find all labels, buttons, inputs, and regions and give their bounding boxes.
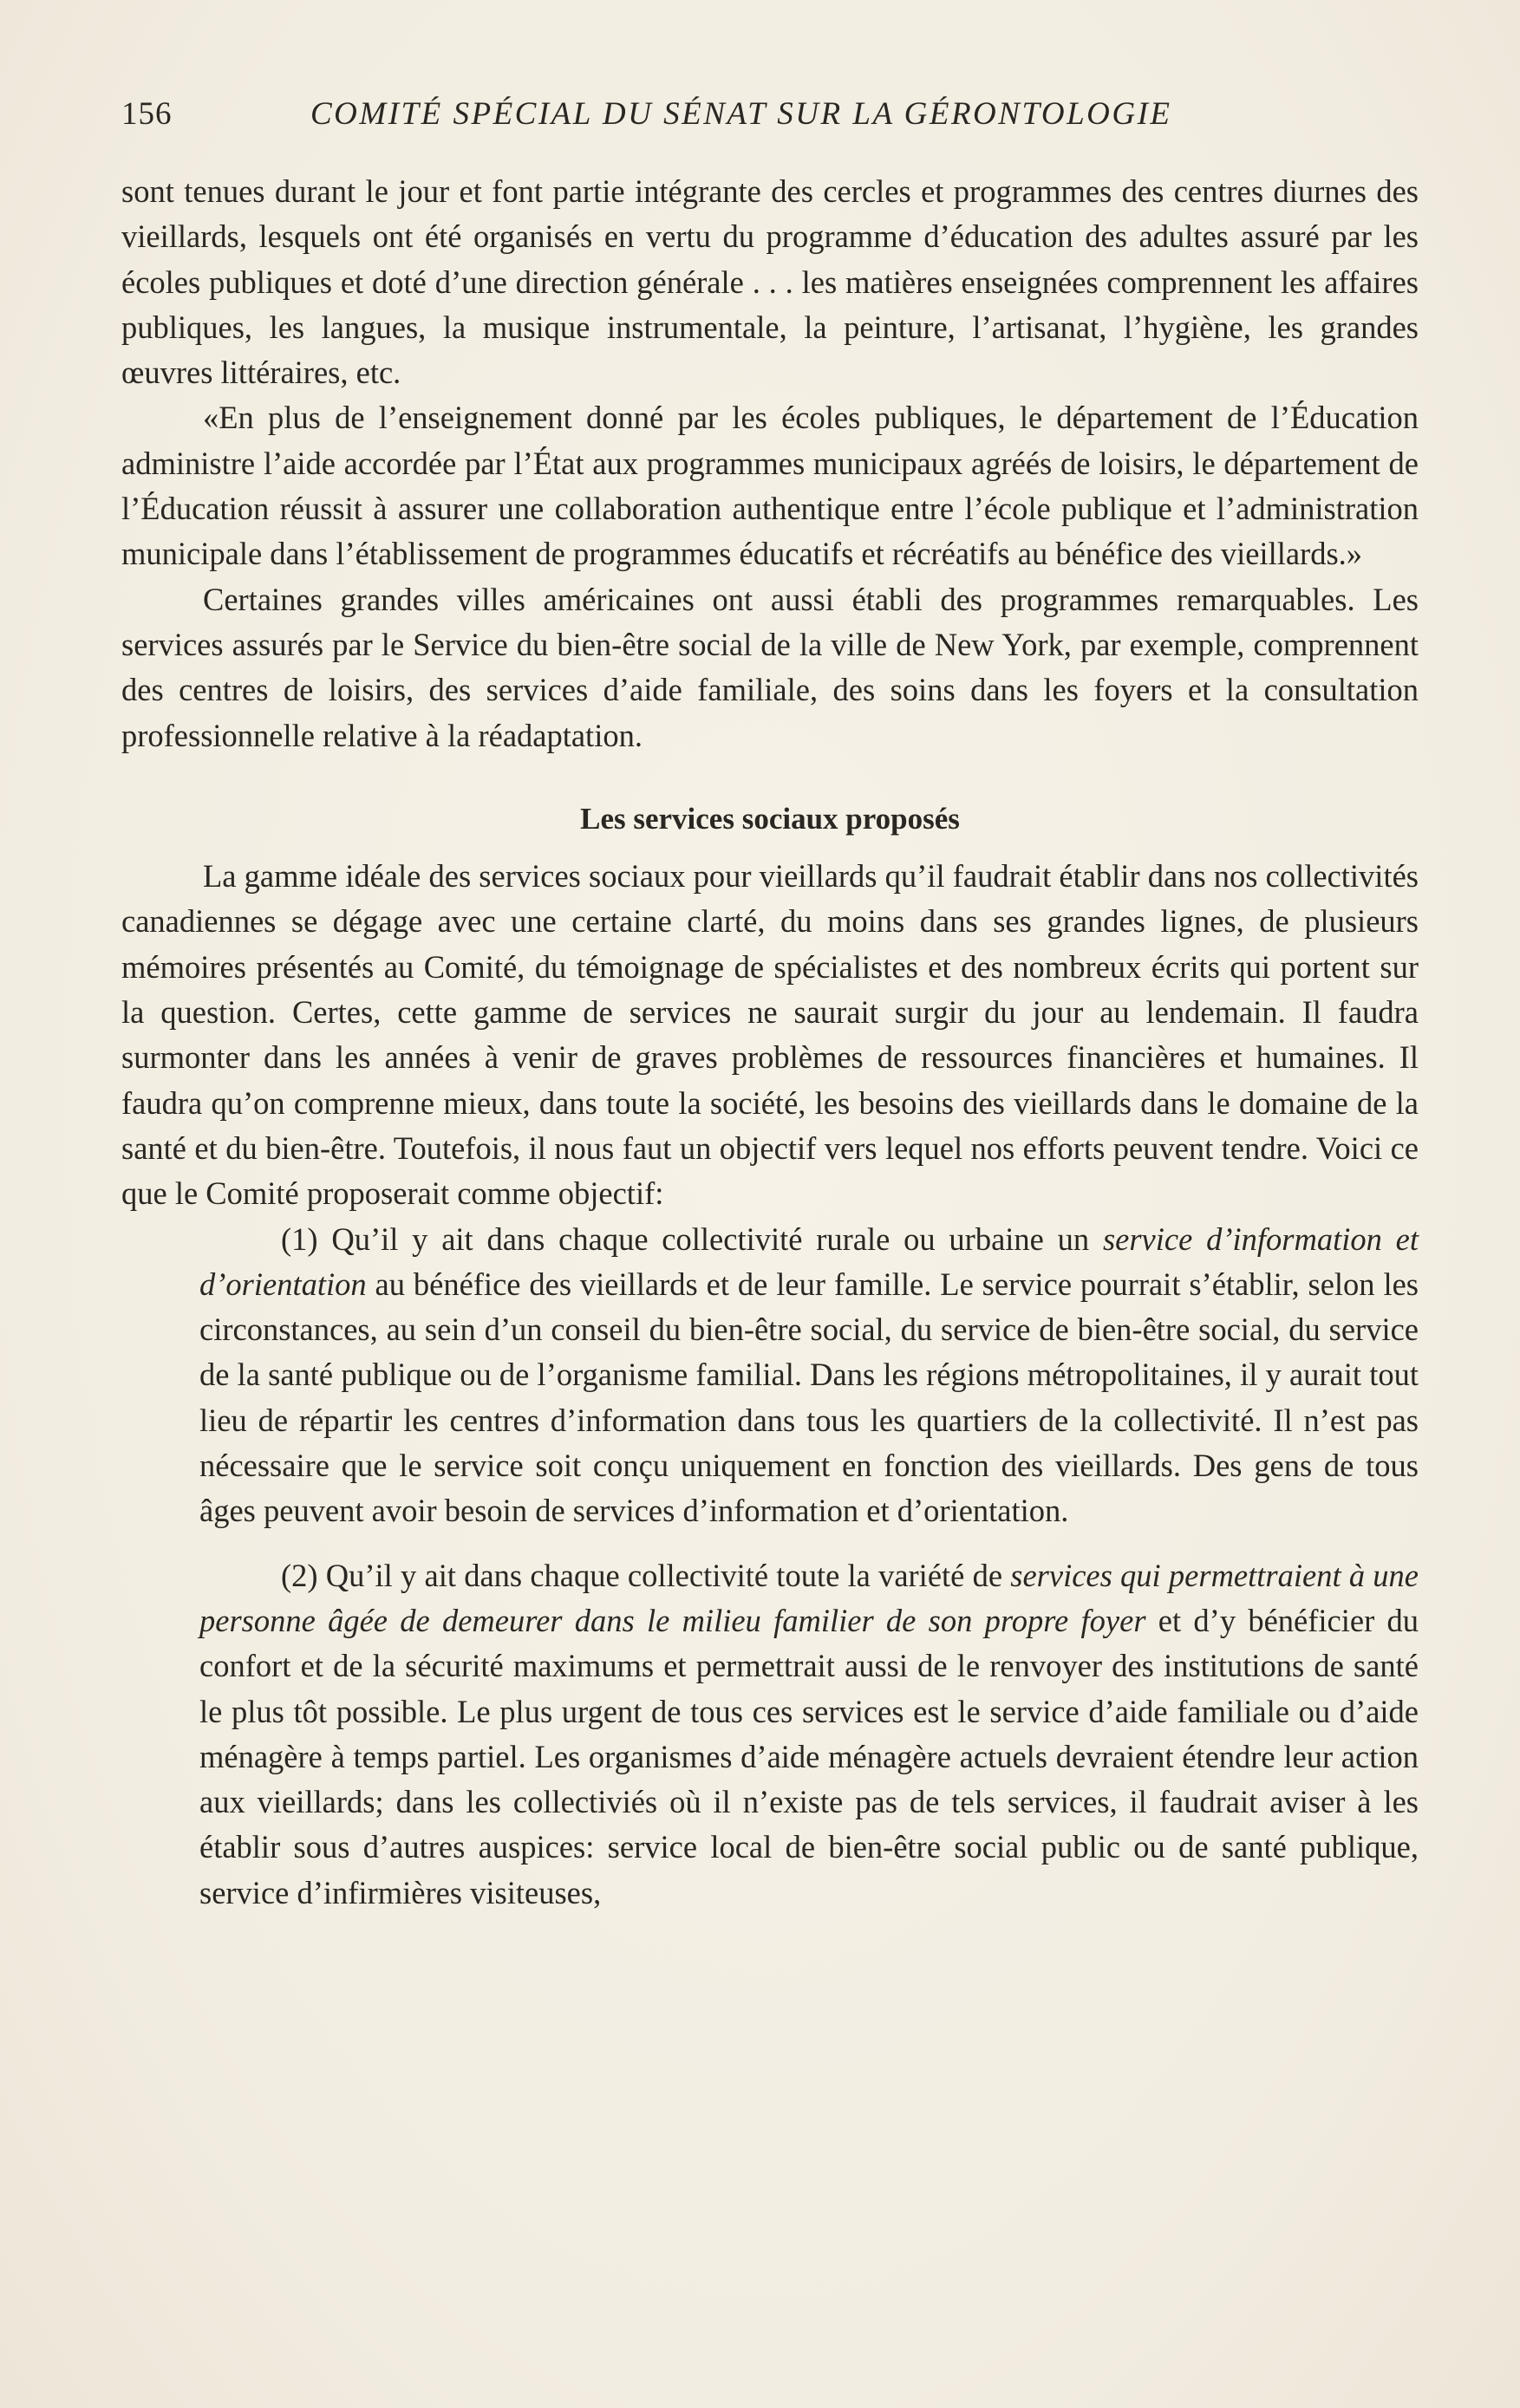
- paragraph-objectives: La gamme idéale des services sociaux pour vieillards qu’il faudrait établir dans nos collectivités canadiennes se dégage avec une certaine clarté, du moins dans ses grandes lignes, de plusieurs mémoires présentés au Comité, du témoignage de spécialistes et des nombreux écrits qui portent sur la question. Certes, cette gamme de services ne saurait surgir du jour au lendemain. Il faudra surmonter dans les années à venir de graves problèmes de ressources financières et humaines. Il faudra qu’on comprenne mieux, dans toute la société, les besoins des vieillards dans le domaine de la santé et du bien-être. Toutefois, il nous faut un objectif vers lequel nos efforts peuvent tendre. Voici ce que le Comité proposerait comme objectif:: [121, 858, 1419, 1212]
- list-item-2-emphasis: services qui permettraient à une personne âgée de demeurer dans le milieu familier de son propre foyer: [199, 1557, 1419, 1638]
- list-item-2-rest: et d’y bénéficier du confort et de la sécurité maximums et permettrait aussi de le renvoyer des institutions de santé le plus tôt possible. Le plus urgent de tous ces services est le service d’aide familiale ou d’aide ménagère à temps partiel. Les organismes d’aide ménagère actuels devraient étendre leur action aux vieillards; dans les collectiviés où il n’existe pas de tels services, il faudrait aviser à les établir sous d’autres auspices: service local de bien-être social public ou de santé publique, service d’infirmières visiteuses,: [199, 1602, 1419, 1910]
- list-item-1-emphasis: service d’information et d’orientation: [199, 1220, 1419, 1302]
- list-item-1: [199, 1217, 1419, 1534]
- page-number: 156: [121, 96, 173, 132]
- running-title: COMITÉ SPÉCIAL DU SÉNAT SUR LA GÉRONTOLOGIE: [310, 96, 1172, 132]
- list-item-2: [199, 1553, 1419, 1916]
- list-item-1-rest: au bénéfice des vieillards et de leur famille. Le service pourrait s’établir, selon les circonstances, au sein d’un conseil du bien-être social, du service de bien-être social, du service de la santé publique ou de l’organisme familial. Dans les régions métropolitaines, il y aurait tout lieu de répartir les centres d’information dans tous les quartiers de la collectivité. Il n’est pas nécessaire que le service soit conçu uniquement en fonction des vieillards. Des gens de tous âges peuvent avoir besoin de services d’information et d’orientation.: [199, 1266, 1419, 1529]
- list-item-1-lead: (1) Qu’il y ait dans chaque collectivité rurale ou urbaine un: [281, 1220, 1103, 1257]
- list-item-2-lead: (2) Qu’il y ait dans chaque collectivité toute la variété de: [281, 1557, 1011, 1593]
- page-header: [121, 95, 1422, 139]
- body-text: [121, 169, 1419, 1916]
- section-heading: Les services sociaux proposés: [580, 801, 960, 836]
- paragraph-us-cities: Certaines grandes villes américaines ont aussi établi des programmes remarquables. Les services assurés par le Service du bien-être social de la ville de New York, par exemple, comprennent des centres de loisirs, des services d’aide familiale, des soins dans les foyers et la consultation professionnelle relative à la réadaptation.: [121, 581, 1419, 753]
- paragraph-continued: sont tenues durant le jour et font partie intégrante des cercles et programmes des centres diurnes des vieillards, lesquels ont été organisés en vertu du programme d’éducation des adultes assuré par les écoles publiques et doté d’une direction générale . . . les matières enseignées comprennent les affaires publiques, les langues, la musique instrumentale, la peinture, l’artisanat, l’hygiène, les grandes œuvres littéraires, etc.: [121, 173, 1419, 391]
- quoted-paragraph: «En plus de l’enseignement donné par les écoles publiques, le département de l’Éducation administre l’aide accordée par l’État aux programmes municipaux agréés de loisirs, le département de l’Éducation réussit à assurer une collaboration authentique entre l’école publique et l’administration municipale dans l’établissement de programmes éducatifs et récréatifs au bénéfice des vieillards.»: [121, 400, 1419, 572]
